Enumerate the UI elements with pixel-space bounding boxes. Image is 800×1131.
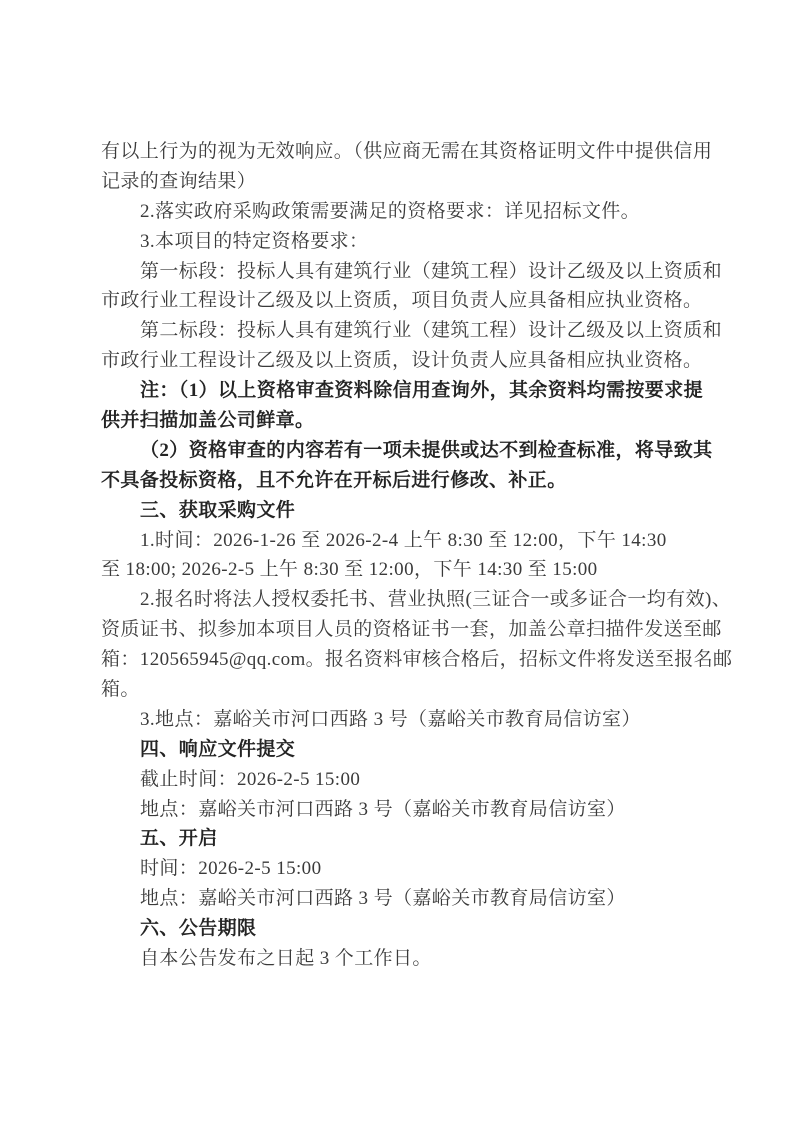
text-line: 箱：120565945@qq.com。报名资料审核合格后，招标文件将发送至报名邮	[101, 649, 733, 671]
text-line: 市政行业工程设计乙级及以上资质，设计负责人应具备相应执业资格。	[101, 350, 703, 372]
text-line: 1.时间：2026-1-26 至 2026-2-4 上午 8:30 至 12:00，下午 14:30	[140, 529, 667, 551]
text-line: 自本公告发布之日起 3 个工作日。	[140, 948, 432, 970]
note-line: 不具备投标资格，且不允许在开标后进行修改、补正。	[101, 469, 567, 491]
section-heading: 四、响应文件提交	[140, 738, 296, 760]
text-line: 2.落实政府采购政策需要满足的资格要求：详见招标文件。	[140, 200, 641, 222]
note-line: 注：（1）以上资格审查资料除信用查询外，其余资料均需按要求提	[140, 380, 704, 402]
text-line: 至 18:00; 2026-2-5 上午 8:30 至 12:00，下午 14:30 至 15:00	[101, 559, 598, 581]
announcement-text-block	[101, 137, 751, 974]
note-line: （2）资格审查的内容若有一项未提供或达不到检查标准，将导致其	[140, 439, 713, 461]
text-line: 市政行业工程设计乙级及以上资质，项目负责人应具备相应执业资格。	[101, 290, 703, 312]
text-line: 3.地点：嘉峪关市河口西路 3 号（嘉峪关市教育局信访室）	[140, 708, 641, 730]
section-heading: 五、开启	[140, 828, 218, 850]
note-line: 供并扫描加盖公司鲜章。	[101, 410, 315, 432]
section-heading: 六、公告期限	[140, 918, 257, 940]
text-line: 有以上行为的视为无效响应。（供应商无需在其资格证明文件中提供信用	[101, 141, 713, 162]
text-line: 第二标段：投标人具有建筑行业（建筑工程）设计乙级及以上资质和	[140, 320, 723, 342]
text-line: 第一标段：投标人具有建筑行业（建筑工程）设计乙级及以上资质和	[140, 260, 723, 282]
text-line: 2.报名时将法人授权委托书、营业执照(三证合一或多证合一均有效)、	[140, 589, 732, 611]
text-line: 记录的查询结果）	[101, 170, 257, 192]
text-line: 地点：嘉峪关市河口西路 3 号（嘉峪关市教育局信访室）	[140, 798, 626, 820]
text-line: 截止时间：2026-2-5 15:00	[140, 768, 361, 790]
section-heading: 三、获取采购文件	[140, 499, 296, 521]
text-line: 地点：嘉峪关市河口西路 3 号（嘉峪关市教育局信访室）	[140, 888, 626, 910]
text-line: 时间：2026-2-5 15:00	[140, 858, 322, 880]
text-line: 资质证书、拟参加本项目人员的资格证书一套，加盖公章扫描件发送至邮	[101, 619, 722, 641]
text-line: 3.本项目的特定资格要求：	[140, 230, 369, 252]
text-line: 箱。	[101, 679, 140, 701]
